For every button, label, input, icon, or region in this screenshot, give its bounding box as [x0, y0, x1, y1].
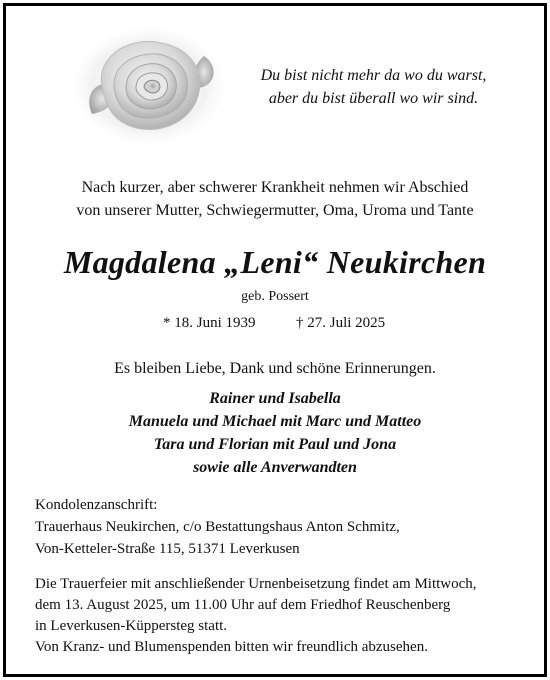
family-line: sowie alle Anverwandten: [193, 459, 357, 476]
condolence-line: Trauerhaus Neukirchen, c/o Bestattungshaus Anton Schmitz,: [35, 519, 400, 535]
intro-text: [6, 176, 544, 222]
service-line: Die Trauerfeier mit anschließender Urnenbeisetzung findet am Mittwoch,: [35, 576, 477, 592]
family-list: [6, 387, 544, 479]
condolence-line: Von-Ketteler-Straße 115, 51371 Leverkusen: [35, 541, 300, 557]
condolence-line: Kondolenzanschrift:: [35, 497, 158, 513]
intro-line: Nach kurzer, aber schwerer Krankheit nehmen wir Abschied: [81, 179, 469, 196]
intro-line: von unserer Mutter, Schwiegermutter, Oma, Uroma und Tante: [76, 202, 474, 219]
quote-line: Du bist nicht mehr da wo du warst,: [260, 67, 487, 84]
obituary-notice: [3, 3, 547, 677]
condolence-address: [35, 494, 525, 560]
rose-image: [74, 26, 224, 144]
family-line: Rainer und Isabella: [209, 390, 341, 407]
death-date: † 27. Juli 2025: [296, 315, 386, 331]
service-line: Von Kranz- und Blumenspenden bitten wir freundlich abzusehen.: [35, 639, 428, 655]
quote: [241, 64, 506, 110]
service-line: in Leverkusen-Küppersteg statt.: [35, 618, 228, 634]
deceased-name: Magdalena „Leni“ Neukirchen: [63, 244, 487, 280]
birth-date: * 18. Juni 1939: [163, 315, 256, 331]
service-info: [35, 574, 535, 658]
birth-name: geb. Possert: [241, 289, 309, 304]
quote-line: aber du bist überall wo wir sind.: [268, 90, 479, 107]
service-line: dem 13. August 2025, um 11.00 Uhr auf dem Friedhof Reuschenberg: [35, 597, 451, 613]
family-line: Tara und Florian mit Paul und Jona: [153, 436, 397, 453]
remembrance-text: Es bleiben Liebe, Dank und schöne Erinnerungen.: [114, 360, 436, 377]
family-line: Manuela und Michael mit Marc und Matteo: [128, 413, 422, 430]
